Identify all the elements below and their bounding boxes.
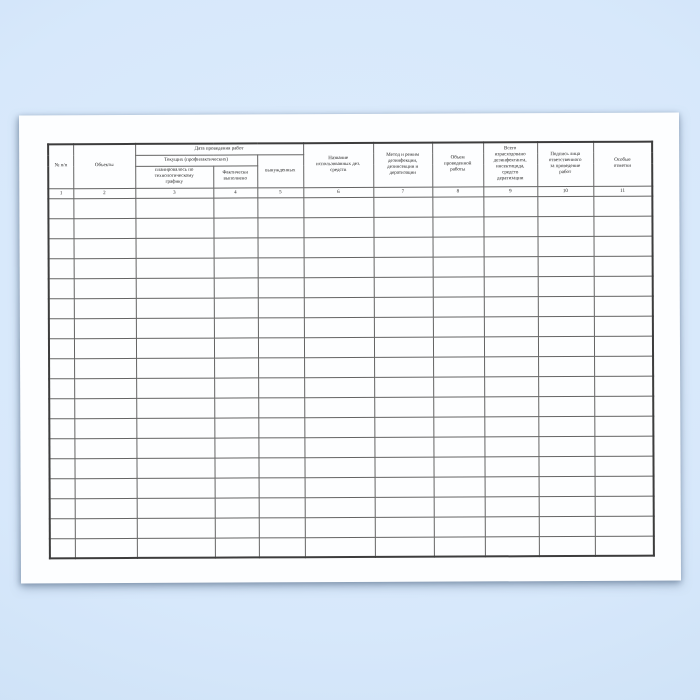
empty-cell: [484, 336, 538, 356]
empty-cell: [374, 417, 433, 437]
empty-cell: [49, 418, 74, 438]
empty-cell: [214, 317, 258, 337]
empty-cell: [433, 236, 484, 256]
empty-cell: [48, 198, 73, 218]
header-actual: Фактически выполнено: [213, 165, 257, 187]
table-row: [50, 496, 654, 519]
empty-cell: [374, 277, 433, 297]
empty-cell: [137, 478, 215, 498]
table-row: [49, 276, 653, 299]
empty-cell: [433, 416, 484, 436]
empty-cell: [135, 198, 213, 218]
empty-cell: [257, 217, 303, 237]
column-number-cell: 3: [135, 188, 213, 198]
table-row: [50, 516, 654, 539]
column-number-cell: 11: [593, 186, 652, 196]
table-row: [49, 356, 653, 379]
empty-cell: [594, 436, 653, 456]
empty-cell: [74, 338, 136, 358]
empty-cell: [74, 358, 136, 378]
empty-cell: [136, 278, 214, 298]
empty-cell: [136, 438, 214, 458]
empty-cell: [538, 256, 594, 276]
empty-cell: [258, 437, 304, 457]
table-row: [49, 256, 653, 279]
empty-cell: [595, 536, 654, 556]
empty-cell: [214, 277, 258, 297]
empty-cell: [304, 437, 374, 457]
empty-cell: [432, 216, 483, 236]
empty-cell: [303, 197, 373, 217]
empty-cell: [374, 317, 433, 337]
empty-cell: [595, 476, 654, 496]
empty-cell: [484, 296, 538, 316]
empty-cell: [375, 517, 434, 537]
empty-cell: [303, 217, 373, 237]
empty-cell: [214, 377, 258, 397]
table-row: [48, 216, 652, 239]
empty-cell: [136, 298, 214, 318]
empty-cell: [434, 516, 485, 536]
empty-cell: [50, 518, 75, 538]
empty-cell: [75, 478, 137, 498]
empty-cell: [434, 496, 485, 516]
empty-cell: [136, 358, 214, 378]
empty-cell: [594, 356, 653, 376]
empty-cell: [49, 258, 74, 278]
table-row: [48, 196, 652, 219]
header-agents-name: Название использованных дез. средств: [303, 143, 373, 187]
empty-cell: [483, 196, 537, 216]
empty-cell: [49, 458, 74, 478]
empty-cell: [538, 436, 594, 456]
empty-cell: [258, 237, 304, 257]
empty-cell: [539, 476, 595, 496]
empty-cell: [304, 317, 374, 337]
header-forced: вынужденных: [257, 154, 303, 187]
empty-cell: [433, 316, 484, 336]
empty-cell: [304, 257, 374, 277]
empty-cell: [49, 238, 74, 258]
paper-sheet: [19, 113, 681, 584]
empty-cell: [375, 537, 434, 557]
empty-cell: [594, 276, 653, 296]
empty-cell: [50, 498, 75, 518]
empty-cell: [434, 536, 485, 556]
empty-cell: [593, 216, 652, 236]
empty-cell: [484, 456, 538, 476]
empty-cell: [74, 238, 136, 258]
empty-cell: [49, 278, 74, 298]
empty-cell: [434, 476, 485, 496]
empty-cell: [215, 537, 259, 557]
empty-cell: [594, 296, 653, 316]
empty-cell: [595, 496, 654, 516]
empty-cell: [484, 356, 538, 376]
header-number: № п/п: [48, 144, 73, 188]
table-row: [49, 296, 653, 319]
empty-cell: [594, 456, 653, 476]
empty-cell: [258, 397, 304, 417]
empty-cell: [258, 257, 304, 277]
empty-cell: [304, 457, 374, 477]
table-row: [49, 316, 653, 339]
empty-cell: [538, 396, 594, 416]
empty-cell: [539, 496, 595, 516]
empty-cell: [49, 398, 74, 418]
empty-cell: [305, 497, 375, 517]
empty-cell: [304, 337, 374, 357]
empty-cell: [538, 296, 594, 316]
empty-cell: [484, 256, 538, 276]
column-number-cell: 8: [432, 186, 483, 196]
empty-cell: [49, 318, 74, 338]
empty-cell: [538, 356, 594, 376]
empty-cell: [258, 417, 304, 437]
empty-cell: [374, 297, 433, 317]
empty-cell: [594, 416, 653, 436]
empty-cell: [136, 418, 214, 438]
empty-cell: [215, 477, 259, 497]
empty-cell: [74, 438, 136, 458]
empty-cell: [304, 297, 374, 317]
empty-cell: [49, 358, 74, 378]
table-row: [49, 396, 653, 419]
empty-cell: [259, 517, 305, 537]
empty-cell: [433, 336, 484, 356]
empty-cell: [258, 457, 304, 477]
empty-cell: [304, 237, 374, 257]
column-number-cell: 2: [73, 188, 135, 198]
empty-cell: [304, 417, 374, 437]
empty-cell: [73, 198, 135, 218]
empty-cell: [74, 398, 136, 418]
empty-cell: [483, 216, 537, 236]
empty-cell: [214, 237, 258, 257]
empty-cell: [433, 436, 484, 456]
header-work-volume: Объем проведенной работы: [432, 142, 483, 186]
empty-cell: [75, 498, 137, 518]
empty-cell: [539, 536, 595, 556]
header-planned: планировалось по технологическому графику: [135, 166, 213, 188]
empty-cell: [374, 357, 433, 377]
table-row: [49, 436, 653, 459]
column-number-cell: 5: [257, 187, 303, 197]
empty-cell: [594, 336, 653, 356]
empty-cell: [594, 236, 653, 256]
empty-cell: [373, 197, 432, 217]
empty-cell: [49, 438, 74, 458]
empty-cell: [304, 277, 374, 297]
empty-cell: [136, 258, 214, 278]
header-signature: Подпись лица ответственного за проведение работ: [537, 142, 593, 186]
empty-cell: [538, 276, 594, 296]
empty-cell: [258, 277, 304, 297]
header-method-mode: Метод и режим дезинфекции, дезинсекции и дератизации: [373, 143, 432, 187]
empty-cell: [305, 537, 375, 557]
empty-cell: [374, 457, 433, 477]
header-date-group: Дата проведения работ: [135, 143, 303, 155]
table-row: [50, 476, 654, 499]
empty-cell: [74, 298, 136, 318]
table-row: [49, 416, 653, 439]
empty-cell: [49, 338, 74, 358]
empty-cell: [214, 357, 258, 377]
empty-cell: [433, 376, 484, 396]
empty-cell: [432, 196, 483, 216]
empty-cell: [375, 497, 434, 517]
empty-cell: [374, 237, 433, 257]
table-row: [50, 536, 654, 559]
empty-cell: [258, 357, 304, 377]
empty-cell: [137, 518, 215, 538]
header-total-used: Всего израсходовано дезинфектанта, инсектицида, средств дератизации: [483, 142, 537, 186]
empty-cell: [594, 256, 653, 276]
empty-cell: [258, 317, 304, 337]
empty-cell: [258, 377, 304, 397]
empty-cell: [49, 378, 74, 398]
empty-cell: [214, 297, 258, 317]
empty-cell: [259, 497, 305, 517]
empty-cell: [214, 457, 258, 477]
empty-cell: [257, 197, 303, 217]
empty-cell: [137, 498, 215, 518]
empty-cell: [484, 276, 538, 296]
empty-cell: [258, 337, 304, 357]
empty-cell: [137, 538, 215, 558]
empty-cell: [74, 458, 136, 478]
empty-cell: [539, 516, 595, 536]
empty-cell: [305, 477, 375, 497]
empty-cell: [74, 278, 136, 298]
disinfection-log-table: [47, 141, 655, 560]
header-special-notes: Особые отметки: [593, 142, 652, 186]
empty-cell: [49, 298, 74, 318]
table-body: [48, 196, 654, 559]
empty-cell: [305, 517, 375, 537]
empty-cell: [136, 318, 214, 338]
empty-cell: [75, 538, 137, 558]
empty-cell: [74, 318, 136, 338]
empty-cell: [485, 516, 539, 536]
header-objects: Объекты: [73, 144, 135, 188]
empty-cell: [595, 516, 654, 536]
empty-cell: [484, 316, 538, 336]
empty-cell: [484, 236, 538, 256]
empty-cell: [485, 476, 539, 496]
table-header: [48, 142, 652, 199]
empty-cell: [433, 456, 484, 476]
empty-cell: [484, 436, 538, 456]
empty-cell: [136, 378, 214, 398]
column-number-cell: 6: [303, 187, 373, 197]
empty-cell: [215, 517, 259, 537]
table-row: [49, 336, 653, 359]
empty-cell: [538, 456, 594, 476]
empty-cell: [136, 338, 214, 358]
empty-cell: [136, 238, 214, 258]
empty-cell: [374, 397, 433, 417]
empty-cell: [258, 297, 304, 317]
empty-cell: [593, 196, 652, 216]
empty-cell: [75, 518, 137, 538]
empty-cell: [214, 437, 258, 457]
empty-cell: [213, 197, 257, 217]
empty-cell: [213, 217, 257, 237]
empty-cell: [136, 398, 214, 418]
table-row: [49, 456, 653, 479]
empty-cell: [374, 377, 433, 397]
empty-cell: [74, 258, 136, 278]
empty-cell: [594, 316, 653, 336]
empty-cell: [374, 437, 433, 457]
empty-cell: [538, 376, 594, 396]
empty-cell: [214, 417, 258, 437]
empty-cell: [259, 477, 305, 497]
empty-cell: [375, 477, 434, 497]
empty-cell: [304, 357, 374, 377]
empty-cell: [594, 376, 653, 396]
empty-cell: [214, 257, 258, 277]
table-row: [49, 236, 653, 259]
empty-cell: [484, 416, 538, 436]
empty-cell: [374, 337, 433, 357]
empty-cell: [73, 218, 135, 238]
empty-cell: [50, 538, 75, 558]
empty-cell: [304, 397, 374, 417]
empty-cell: [433, 396, 484, 416]
column-number-cell: 7: [373, 187, 432, 197]
empty-cell: [537, 216, 593, 236]
header-current-group: Текущих (профилактических): [135, 154, 257, 166]
empty-cell: [433, 276, 484, 296]
empty-cell: [214, 337, 258, 357]
column-number-cell: 1: [48, 188, 73, 198]
empty-cell: [215, 497, 259, 517]
empty-cell: [538, 236, 594, 256]
empty-cell: [538, 336, 594, 356]
empty-cell: [373, 217, 432, 237]
empty-cell: [50, 478, 75, 498]
empty-cell: [48, 218, 73, 238]
empty-cell: [433, 256, 484, 276]
empty-cell: [135, 218, 213, 238]
column-number-cell: 9: [483, 186, 537, 196]
empty-cell: [538, 316, 594, 336]
empty-cell: [433, 356, 484, 376]
empty-cell: [485, 496, 539, 516]
empty-cell: [74, 418, 136, 438]
empty-cell: [259, 537, 305, 557]
column-number-cell: 4: [213, 187, 257, 197]
empty-cell: [484, 376, 538, 396]
empty-cell: [433, 296, 484, 316]
column-number-cell: 10: [537, 186, 593, 196]
table-row: [49, 376, 653, 399]
empty-cell: [74, 378, 136, 398]
empty-cell: [304, 377, 374, 397]
empty-cell: [594, 396, 653, 416]
empty-cell: [537, 196, 593, 216]
empty-cell: [485, 536, 539, 556]
empty-cell: [484, 396, 538, 416]
empty-cell: [538, 416, 594, 436]
empty-cell: [214, 397, 258, 417]
empty-cell: [136, 458, 214, 478]
empty-cell: [374, 257, 433, 277]
